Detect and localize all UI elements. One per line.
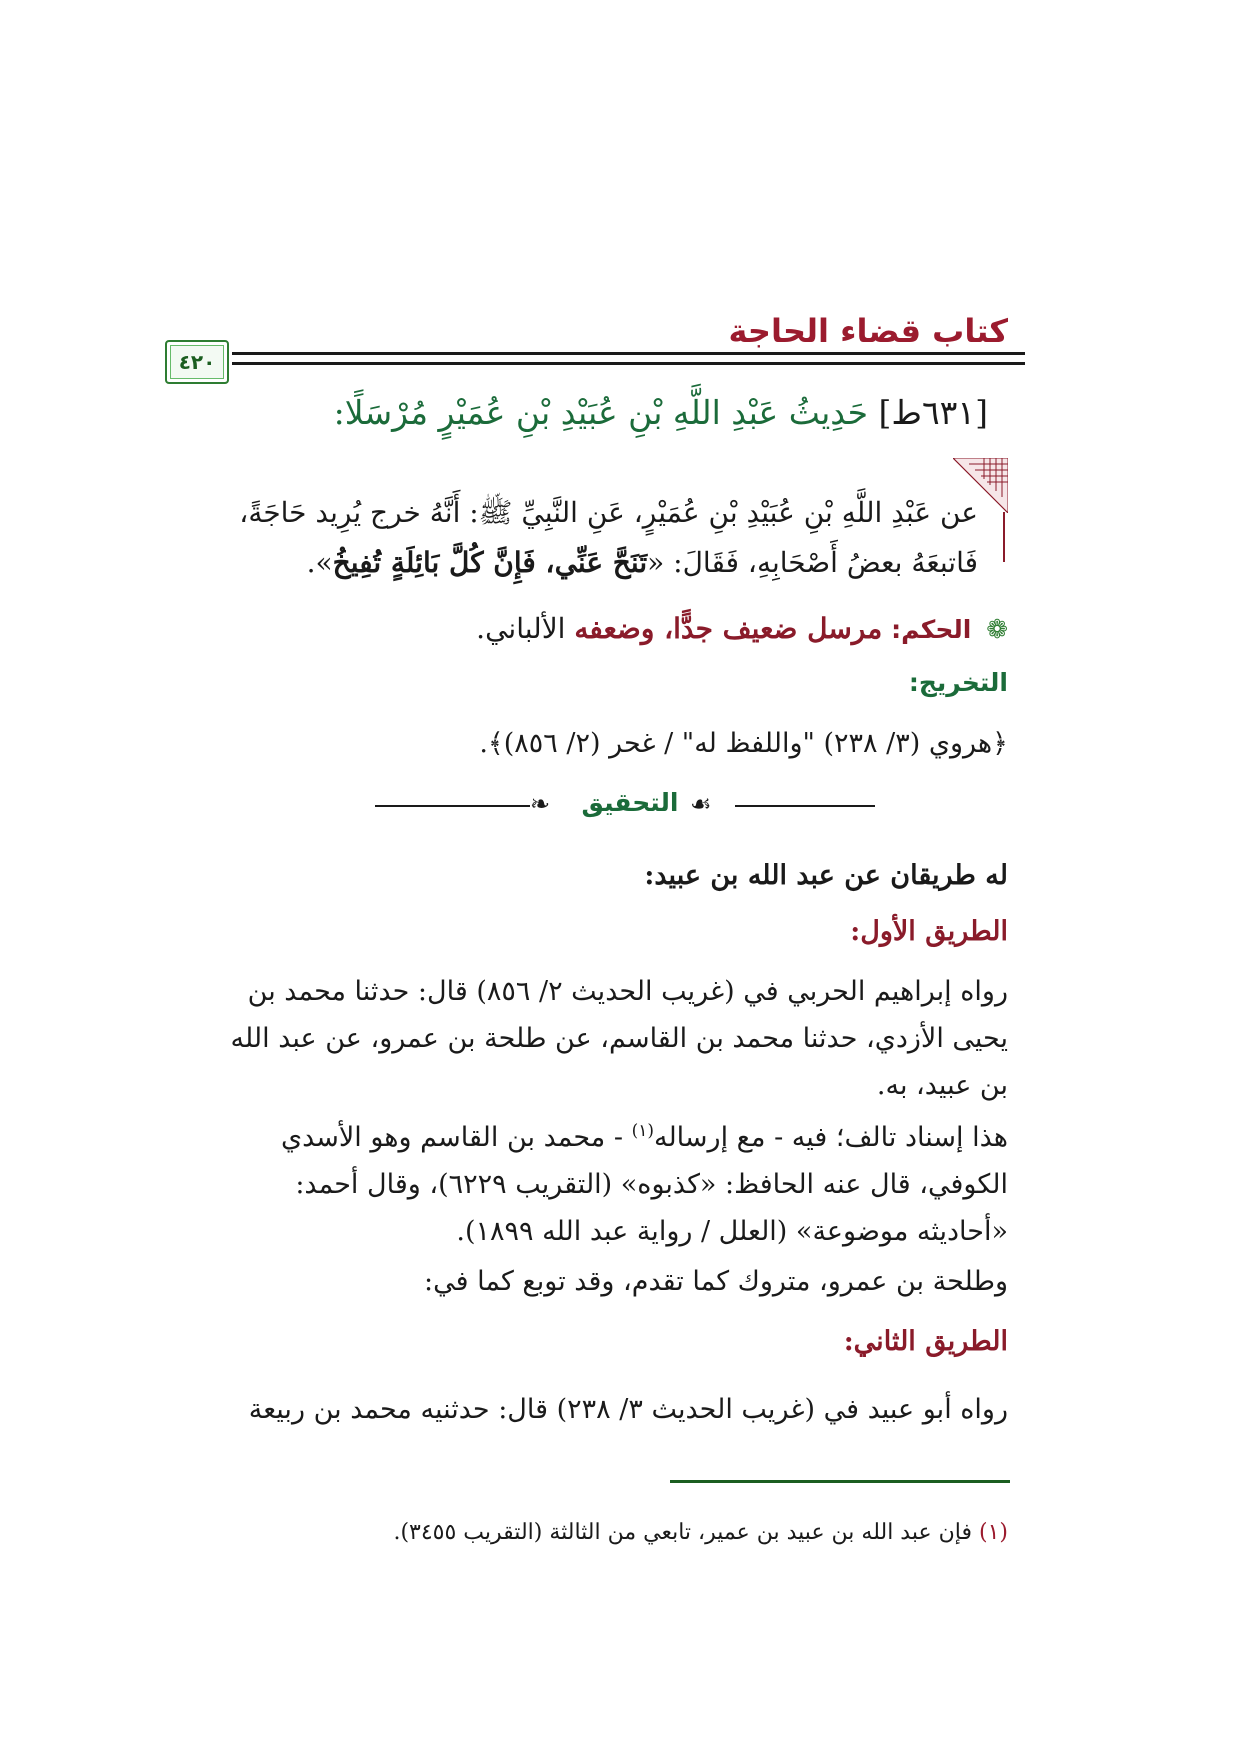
hadith-text-line2: فَاتبعَهُ بعضُ أَصْحَابِهِ، فَقَالَ: «تَنَحَّ عَنِّي، فَإِنَّ كُلَّ بَائِلَةٍ تُفِيخُ».	[306, 546, 978, 579]
flower-icon: ❁	[986, 615, 1008, 645]
takhrij-text: ﴿هروي (٣/ ٢٣٨) "واللفظ له" / غحر (٢/ ٨٥٦)﴾.	[479, 728, 1008, 759]
paragraph-isnad-analysis: هذا إسناد تالف؛ فيه - مع إرساله$^{(١)}$ - محمد بن القاسم وهو الأسدي الكوفي، قال عنه الحافظ: «كذبوه» (التقريب ٦٢٢٩)، وقال أحمد: «أحاديثه موضوعة» (العلل / رواية عبد الله ١٨٩٩).	[280, 1121, 1008, 1247]
takhrij-label: التخريج:	[908, 668, 1008, 697]
section-divider-label: التحقيق	[581, 788, 679, 817]
paragraph-path2: رواه أبو عبيد في (غريب الحديث ٣/ ٢٣٨) قال: حدثنيه محمد بن ربيعة	[248, 1394, 1008, 1425]
hadith-title: حَدِيثُ عَبْدِ اللَّهِ بْنِ عُبَيْدِ بْنِ عُمَيْرٍ مُرْسَلًا:	[333, 393, 869, 432]
hadith-heading	[198, 393, 988, 432]
page-number-badge	[165, 340, 229, 384]
footnote	[208, 1520, 1008, 1545]
footnote-rule	[670, 1480, 1010, 1483]
quote-bar	[1003, 512, 1005, 562]
path1-heading: الطريق الأول:	[850, 916, 1008, 947]
running-title: كتاب قضاء الحاجة	[728, 312, 1008, 350]
divider-line-left	[375, 805, 530, 807]
divider-ornament-right-icon: ☙	[690, 790, 712, 818]
divider-ornament-left-icon: ❧	[530, 790, 551, 818]
paragraph-corroboration: وطلحة بن عمرو، متروك كما تقدم، وقد توبع كما في:	[424, 1266, 1008, 1297]
header-rule-bottom	[232, 362, 1025, 365]
hadith-text	[198, 488, 978, 588]
footnote-text: فإن عبد الله بن عبيد بن عمير، تابعي من الثالثة (التقريب ٣٤٥٥).	[393, 1520, 979, 1545]
hadith-text-line1: عن عَبْدِ اللَّهِ بْنِ عُبَيْدِ بْنِ عُمَيْرٍ، عَنِ النَّبِيِّ ﷺ: أَنَّهُ خرج يُرِيد حَاجَةً،	[239, 496, 978, 529]
path2-heading: الطريق الثاني:	[843, 1326, 1008, 1357]
footnote-reference[interactable]: (١)	[631, 1121, 654, 1141]
page-number: ٤٢٠	[178, 350, 216, 374]
paragraph-path1: رواه إبراهيم الحربي في (غريب الحديث ٢/ ٨٥٦) قال: حدثنا محمد بن يحيى الأزدي، حدثنا محمد بن القاسم، عن طلحة بن عمرو، عن عبد الله بن عبيد، به.	[230, 976, 1008, 1101]
ruling-label: الحكم:	[891, 615, 972, 644]
paths-heading: له طريقان عن عبد الله بن عبيد:	[644, 860, 1008, 891]
divider-line-right	[735, 805, 875, 807]
hadith-matn: تَنَحَّ عَنِّي، فَإِنَّ كُلَّ بَائِلَةٍ تُفِيخُ	[332, 546, 648, 579]
hadith-number: [٦٣١ط]	[878, 393, 988, 432]
header-rule-top	[232, 352, 1025, 355]
footnote-marker: (١)	[978, 1520, 1008, 1545]
ruling	[208, 612, 1008, 645]
ruling-scholar: الألباني.	[476, 612, 566, 645]
ruling-grade: مرسل ضعيف جدًّا، وضعفه	[574, 612, 883, 645]
